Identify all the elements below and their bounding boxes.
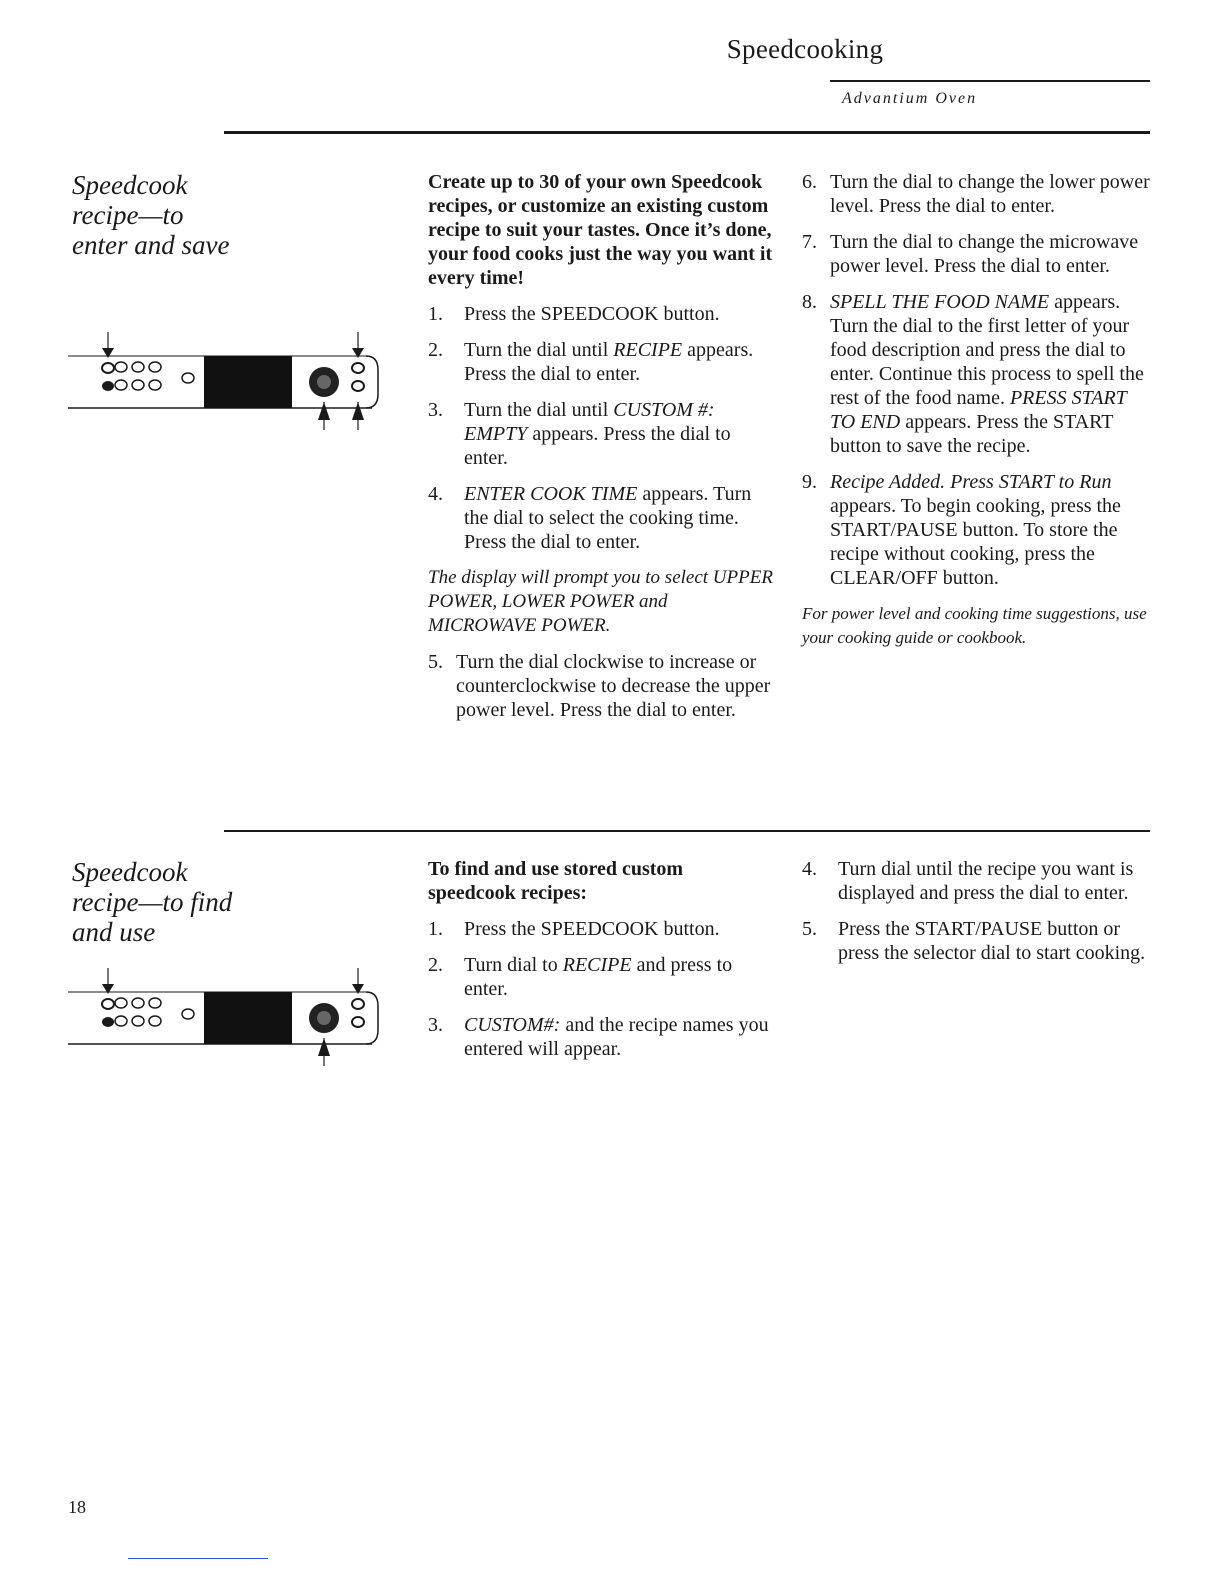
header-divider [830,80,1150,82]
step-item [802,917,1152,965]
step-text: Turn the dial clockwise to increase or counterclockwise to decrease the upper power level. Press the dial to enter. [456,651,771,721]
section2-steps-list-right [802,857,1152,965]
section1-middle-column [428,170,773,734]
section1-steps-list-b [428,650,773,722]
step-number: 3. [428,1014,443,1036]
selector-dial-icon [309,367,339,430]
mode-buttons-group [115,998,194,1026]
step-number: 4. [428,483,443,505]
mode-buttons-group [115,362,194,390]
step-text: and the recipe names you entered will appear. [464,1014,769,1060]
section1-intro: Create up to 30 of your own Speedcook recipes, or customize an existing custom recipe to suit your tastes. Once it’s done, your food cooks just the way you want it every time! [428,171,773,289]
step-number: 5. [428,651,443,673]
step-item [428,953,773,1001]
step-text: Turn the dial until [464,339,614,361]
section1-right-column [802,170,1152,662]
step-text: CUSTOM #: EMPTY [464,399,715,445]
step-text: appears. Press the START button to save the recipe. [830,411,1114,457]
step-text: ENTER COOK TIME [464,483,638,505]
step-item [802,470,1152,590]
step-text: SPELL THE FOOD NAME [830,291,1050,313]
page-header-title: Speedcooking [726,34,884,64]
step-item [802,170,1152,218]
section1-tip-note: For power level and cooking time suggestions, use your cooking guide or cookbook. [802,604,1147,647]
step-text: Press the START/PAUSE button or press the selector dial to start cooking. [838,918,1146,964]
section1-steps-list [428,302,773,554]
step-item [802,290,1152,458]
section2-middle-column [428,857,773,1073]
section2-side-title: Speedcook recipe—to find and use [72,857,233,947]
step-item [428,302,773,326]
step-text: appears. Press the dial to enter. [464,423,731,469]
start-pause-button-icon [352,332,364,430]
step-number: 8. [802,291,817,313]
step-text: RECIPE [562,954,632,976]
control-panel-diagram-2 [66,966,386,1066]
step-text: Turn the dial to change the lower power level. Press the dial to enter. [830,171,1150,217]
step-number: 5. [802,918,817,940]
step-number: 2. [428,954,443,976]
page-number: 18 [68,1497,86,1517]
step-number: 2. [428,339,443,361]
step-item [428,482,773,554]
step-text: appears. Turn the dial to the first letter of your food description and press the dial to enter. Continue this process to spell the rest of the food name. [830,291,1144,409]
step-text: Turn the dial to change the microwave power level. Press the dial to enter. [830,231,1139,277]
display-window [204,356,292,408]
page-header-subtitle: Advantium Oven [842,90,978,107]
step-text: Press the SPEEDCOOK button. [464,303,720,325]
control-panel-diagram [66,330,386,430]
step-text: appears. Press the dial to enter. [464,339,754,385]
step-number: 3. [428,399,443,421]
step-text: Recipe Added. Press START to Run [830,471,1112,493]
step-text: Turn dial to [464,954,563,976]
step-number: 9. [802,471,817,493]
step-text: Turn dial until the recipe you want is displayed and press the dial to enter. [838,858,1134,904]
section2-intro: To find and use stored custom speedcook recipes: [428,858,684,904]
step-item [802,857,1152,905]
step-item [802,230,1152,278]
start-pause-button-icon [352,968,364,1027]
section-divider-middle [224,830,1150,832]
step-text: Turn the dial until [464,399,614,421]
section2-right-column [802,857,1152,977]
section1-steps-list-right [802,170,1152,590]
selector-dial-icon [309,1003,339,1066]
step-text: CUSTOM#: [464,1014,561,1036]
step-text: appears. Turn the dial to select the cooking time. Press the dial to enter. [464,483,752,553]
step-text: appears. To begin cooking, press the START/PAUSE button. To store the recipe without cooking, press the CLEAR/OFF button. [830,495,1121,589]
step-number: 6. [802,171,817,193]
step-text: RECIPE [613,339,683,361]
step-text: Press the SPEEDCOOK button. [464,918,720,940]
step-item [428,650,773,722]
step-item [428,1013,773,1061]
speedcook-button-icon [102,332,114,391]
display-window [204,992,292,1044]
section1-side-title: Speedcook recipe—to enter and save [72,170,230,260]
step-number: 4. [802,858,817,880]
section2-steps-list [428,917,773,1061]
step-text: PRESS START TO END [830,387,1127,433]
step-item [428,398,773,470]
footer-link-rule [128,1558,268,1559]
step-number: 1. [428,303,443,325]
section-divider-top [224,131,1150,134]
step-number: 7. [802,231,817,253]
section1-prompt-note: The display will prompt you to select UPPER POWER, LOWER POWER and MICROWAVE POWER. [428,567,773,636]
step-text: and press to enter. [464,954,733,1000]
step-item [428,917,773,941]
speedcook-button-icon [102,968,114,1027]
step-item [428,338,773,386]
step-number: 1. [428,918,443,940]
